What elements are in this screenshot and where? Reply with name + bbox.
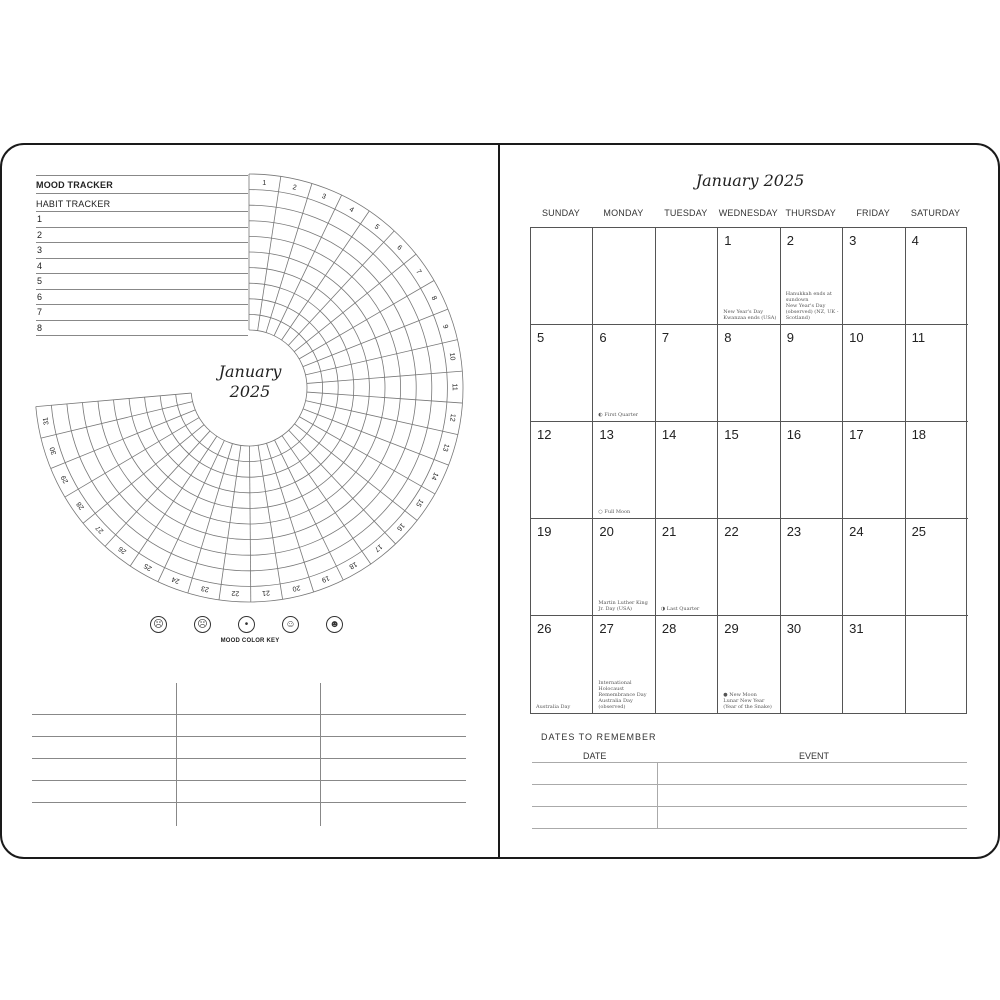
- calendar-day-number: 22: [724, 524, 739, 539]
- mood-color-key-label: MOOD COLOR KEY: [220, 638, 280, 644]
- dial-spoke: [158, 440, 224, 581]
- calendar-day-number: 5: [537, 330, 545, 345]
- calendar-day-number: 25: [911, 524, 927, 539]
- calendar-day-cell: [906, 616, 968, 713]
- calendar-title: January 2025: [695, 171, 805, 190]
- dial-day-label: 9: [440, 323, 449, 330]
- dial-spoke: [65, 418, 199, 498]
- dial-day-label: 10: [447, 352, 456, 362]
- weekday-label: WEDNESDAY: [718, 208, 778, 218]
- habit-row-number: 5: [37, 276, 43, 286]
- calendar-day-note: New Year's Day Kwanzaa ends (USA): [723, 309, 777, 321]
- habit-row-number: 7: [37, 307, 43, 317]
- dial-spoke: [188, 444, 233, 593]
- dial-day-label: 28: [75, 500, 86, 511]
- mood-tracker-label: MOOD TRACKER: [36, 180, 113, 190]
- habit-tracker-label: HABIT TRACKER: [36, 199, 111, 209]
- calendar-day-cell: [718, 228, 780, 325]
- weekday-label: MONDAY: [603, 208, 644, 218]
- calendar-day-cell: [593, 616, 655, 713]
- notes-column-divider: [176, 683, 177, 826]
- calendar-day-cell: [531, 616, 593, 713]
- notes-line: [32, 802, 466, 803]
- weekday-label: FRIDAY: [856, 208, 890, 218]
- dial-day-label: 7: [414, 268, 423, 276]
- calendar-day-cell: [906, 519, 968, 616]
- habit-row-number: 1: [37, 214, 43, 224]
- calendar-day-number: 12: [537, 427, 552, 442]
- dial-spoke: [267, 443, 314, 592]
- dates-line: [532, 762, 967, 763]
- weekday-label: THURSDAY: [785, 208, 836, 218]
- calendar-day-number: 14: [661, 427, 677, 442]
- notes-line: [32, 736, 466, 737]
- calendar-day-number: 3: [849, 233, 857, 248]
- calendar-day-number: 24: [849, 524, 864, 539]
- weekday-label: TUESDAY: [664, 208, 708, 218]
- dial-spoke: [275, 440, 344, 580]
- dates-line: [532, 806, 967, 807]
- notes-line: [32, 714, 466, 715]
- calendar-day-number: 30: [786, 621, 802, 636]
- calendar-day-number: 13: [599, 427, 614, 442]
- calendar-day-cell: [906, 325, 968, 422]
- calendar-day-note: ◑ Last Quarter: [660, 606, 700, 612]
- dial-spoke: [295, 424, 418, 521]
- calendar-day-cell: [593, 325, 655, 422]
- calendar-day-cell: [843, 325, 905, 422]
- calendar-day-cell: [593, 422, 655, 519]
- calendar-day-note: International Holocaust Remembrance Day Australia Day (observed): [598, 680, 647, 710]
- event-column-label: EVENT: [799, 751, 830, 761]
- calendar-day-number: 16: [786, 427, 802, 442]
- frown-face-icon: ☹: [194, 616, 211, 633]
- dial-spoke: [130, 436, 217, 566]
- date-column-label: DATE: [583, 751, 607, 761]
- calendar-day-note: ◐ First Quarter: [598, 412, 639, 418]
- dial-day-label: 12: [448, 413, 457, 423]
- calendar-day-cell: [781, 519, 843, 616]
- calendar-day-number: 2: [786, 233, 794, 248]
- weekday-label: SUNDAY: [541, 208, 581, 218]
- calendar-day-number: 4: [911, 233, 919, 248]
- dial-day-label: 18: [347, 559, 358, 570]
- calendar-day-cell: [593, 519, 655, 616]
- dial-day-label: 3: [320, 192, 327, 201]
- notes-line: [32, 780, 466, 781]
- weekday-label: SATURDAY: [910, 208, 961, 218]
- calendar-day-number: 1: [724, 233, 732, 248]
- dial-day-label: 30: [49, 446, 59, 456]
- calendar-day-cell: [531, 228, 593, 325]
- dial-day-label: 21: [261, 588, 271, 597]
- calendar-day-number: 29: [724, 621, 739, 636]
- dial-day-label: 29: [60, 474, 71, 485]
- calendar-day-cell: [718, 422, 780, 519]
- dial-day-label: 11: [450, 383, 458, 391]
- smile-face-icon: ☺: [282, 616, 299, 633]
- dial-day-label: 19: [320, 573, 331, 584]
- dial-spoke: [303, 409, 449, 465]
- dial-day-label: 4: [347, 206, 355, 215]
- notes-column-divider: [320, 683, 321, 826]
- dial-spoke: [294, 254, 416, 352]
- dates-line: [532, 828, 967, 829]
- calendar-day-number: 19: [537, 524, 552, 539]
- calendar-day-note: Martin Luther King Jr. Day (USA): [598, 600, 648, 612]
- calendar-day-number: 11: [911, 330, 926, 345]
- calendar-day-number: 15: [724, 427, 739, 442]
- habit-row-number: 6: [37, 291, 43, 302]
- habit-row-number: 4: [37, 260, 43, 271]
- calendar-day-cell: [781, 616, 843, 713]
- calendar-day-cell: [843, 422, 905, 519]
- dial-title-year: 2025: [229, 382, 271, 401]
- dial-day-label: 24: [170, 575, 181, 585]
- habit-row-number: 3: [37, 245, 43, 255]
- dates-to-remember-label: DATES TO REMEMBER: [541, 732, 657, 742]
- dial-day-label: 16: [395, 521, 406, 532]
- calendar-day-note: Hanukkah ends at sundown New Year's Day (observed) (NZ, UK - Scotland): [785, 291, 839, 321]
- calendar-day-cell: [843, 616, 905, 713]
- dial-day-label: 8: [429, 295, 438, 302]
- dial-day-label: 14: [429, 471, 440, 482]
- calendar-day-cell: [656, 519, 718, 616]
- calendar-grid: [530, 227, 967, 714]
- calendar-day-number: 9: [786, 330, 794, 345]
- calendar-day-cell: [656, 325, 718, 422]
- dates-line: [532, 784, 967, 785]
- calendar-day-number: 17: [849, 427, 864, 442]
- calendar-day-cell: [531, 422, 593, 519]
- calendar-day-number: 18: [911, 427, 927, 442]
- notes-line: [32, 758, 466, 759]
- calendar-day-number: 26: [537, 621, 552, 636]
- dial-spoke: [303, 309, 448, 366]
- dial-day-label: 25: [143, 561, 154, 572]
- dial-spoke: [266, 183, 312, 332]
- calendar-day-number: 28: [661, 621, 677, 636]
- calendar-day-note: ○ Full Moon: [598, 509, 631, 515]
- dial-spoke: [305, 340, 457, 375]
- calendar-day-cell: [906, 228, 968, 325]
- dial-spoke: [282, 211, 370, 340]
- calendar-day-cell: [718, 519, 780, 616]
- dial-spoke: [274, 192, 342, 336]
- calendar-day-number: 23: [786, 524, 802, 539]
- dial-title-month: January: [218, 362, 282, 381]
- dial-day-label: 1: [262, 179, 267, 188]
- calendar-day-number: 8: [724, 330, 732, 345]
- calendar-day-number: 7: [661, 330, 670, 345]
- calendar-day-cell: [656, 422, 718, 519]
- calendar-day-cell: [593, 228, 655, 325]
- calendar-day-note: Australia Day: [536, 704, 571, 710]
- calendar-day-number: 6: [599, 330, 607, 345]
- calendar-day-number: 10: [849, 330, 864, 345]
- dial-spoke: [258, 176, 281, 330]
- dial-day-label: 20: [291, 583, 301, 592]
- dial-day-label: 31: [42, 416, 51, 426]
- dial-day-label: 5: [372, 223, 381, 232]
- calendar-day-cell: [718, 325, 780, 422]
- calendar-day-cell: [906, 422, 968, 519]
- calendar-day-cell: [843, 519, 905, 616]
- dial-day-label: 15: [414, 497, 425, 508]
- calendar-day-cell: [843, 228, 905, 325]
- sad-face-icon: ☹: [150, 616, 167, 633]
- habit-row-number: 8: [37, 322, 43, 333]
- mood-faces: [150, 616, 350, 634]
- dial-spoke: [282, 436, 371, 564]
- calendar-day-cell: [781, 422, 843, 519]
- dial-spoke: [219, 445, 241, 599]
- calendar-day-cell: [531, 519, 593, 616]
- calendar-day-number: 27: [599, 621, 614, 636]
- dial-day-label: 22: [231, 589, 240, 597]
- dates-column-divider: [657, 762, 658, 828]
- calendar-day-cell: [656, 228, 718, 325]
- dial-spoke: [306, 401, 458, 435]
- calendar-day-note: ● New Moon Lunar New Year (Year of the Snake): [723, 692, 772, 710]
- calendar-day-number: 31: [849, 621, 864, 636]
- dial-title: [200, 362, 300, 402]
- calendar-day-cell: [656, 616, 718, 713]
- dial-spoke: [36, 393, 191, 407]
- dial-day-label: 17: [372, 542, 384, 553]
- habit-row-number: 2: [37, 229, 43, 240]
- calendar-day-number: 21: [661, 524, 677, 539]
- neutral-face-icon: •: [238, 616, 255, 633]
- dial-day-label: 13: [440, 442, 450, 453]
- dial-day-label: 26: [117, 544, 128, 555]
- calendar-day-cell: [781, 325, 843, 422]
- calendar-day-number: 20: [599, 524, 614, 539]
- dial-spoke: [258, 445, 282, 599]
- calendar-day-cell: [718, 616, 780, 713]
- dial-day-label: 2: [291, 184, 298, 192]
- calendar-day-cell: [781, 228, 843, 325]
- calendar-day-cell: [531, 325, 593, 422]
- dial-spoke: [288, 231, 394, 346]
- dial-day-label: 23: [200, 584, 210, 593]
- dial-day-label: 27: [94, 523, 106, 535]
- dial-day-label: 6: [395, 244, 404, 252]
- happy-face-icon: ☻: [326, 616, 343, 633]
